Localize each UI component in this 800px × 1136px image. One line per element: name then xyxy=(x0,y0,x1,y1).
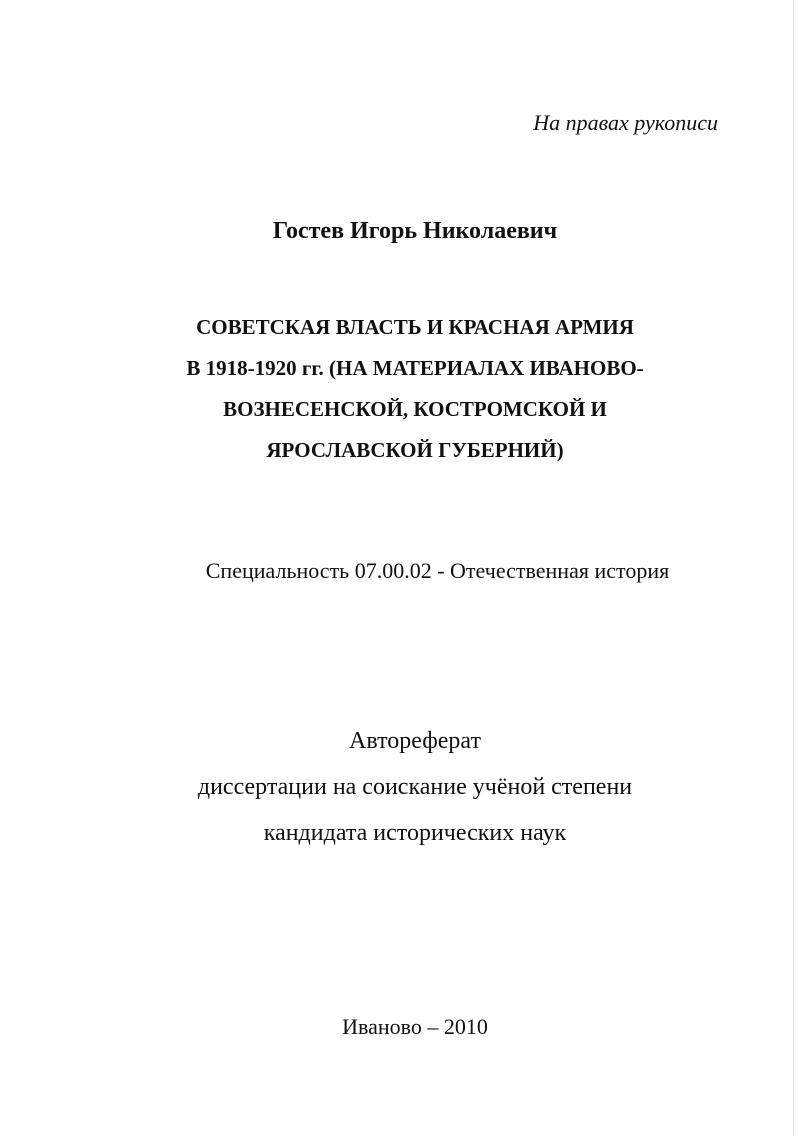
author-name: Гостев Игорь Николаевич xyxy=(272,218,558,244)
work-type xyxy=(0,718,800,856)
title-line: В 1918-1920 гг. (НА МАТЕРИАЛАХ ИВАНОВО- xyxy=(186,356,644,380)
specialty-line: Специальность 07.00.02 - Отечественная история xyxy=(205,558,670,583)
title-line: ВОЗНЕСЕНСКОЙ, КОСТРОМСКОЙ И xyxy=(223,397,607,421)
work-type-line: диссертации на соискание учёной степени xyxy=(197,774,633,800)
copyright-note: На правах рукописи xyxy=(533,110,718,135)
work-type-line: Автореферат xyxy=(349,728,481,754)
dissertation-title xyxy=(0,307,800,471)
title-line: ЯРОСЛАВСКОЙ ГУБЕРНИЙ) xyxy=(266,438,564,462)
city-year: Иваново – 2010 xyxy=(342,1014,488,1039)
title-line: СОВЕТСКАЯ ВЛАСТЬ И КРАСНАЯ АРМИЯ xyxy=(196,315,634,339)
work-type-line: кандидата исторических наук xyxy=(263,820,567,846)
